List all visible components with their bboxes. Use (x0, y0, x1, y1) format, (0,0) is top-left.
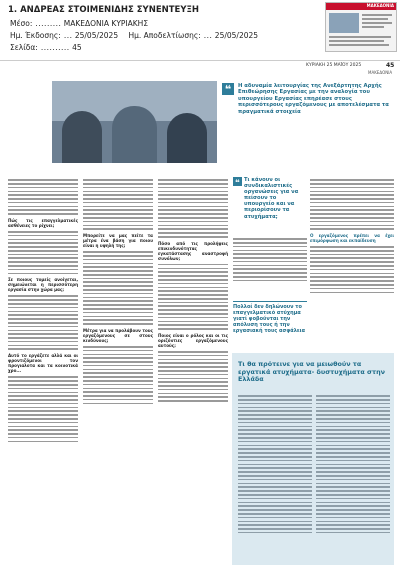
sidebar-column-1 (238, 393, 312, 536)
column-2-question-2: Μέτρα για να προλάβουν τους εργαζόμενους σε στους κινδύνους; (83, 327, 153, 343)
union-question-text: Τι κάνουν οι συνδικαλιστικές οργανώσεις για να πείσουν το υπουργείο και να περιορίσουν τα ατυχήματα; (244, 177, 299, 220)
dates-row: Ημ. Έκδοσης: ... 25/05/2025 Ημ. Αποδελτίωσης: ... 25/05/2025 (10, 31, 259, 40)
column-3-question-1: Πόσο από τις προλήψεις επικινδυνότητας εγκατάστασης αναστροφή συνόλων; (158, 240, 228, 261)
media-value: ΜΑΚΕΔΟΝΙΑ ΚΥΡΙΑΚΗΣ (63, 19, 149, 28)
training-subheading: Ο εργαζόμενος πρέπει να έχει επιμόρφωση και εκπαίδευση (310, 232, 394, 244)
newspaper-thumbnail[interactable] (325, 2, 397, 52)
article-column-5 (310, 177, 394, 347)
clipping-header (0, 0, 400, 60)
newspaper-page-number: 45 (386, 62, 395, 69)
clip-date-label: Ημ. Αποδελτίωσης: (128, 31, 201, 40)
article-lead: Η αδυναμία λειτουργίας της Ανεξάρτητης Αρχής Επιθεώρησης Εργασίας με την αναλογία του υπουργείου Εργασίας επηρέασε στους περισσότερους εργαζόμενους με αποτελέσματα τα πραγματικά στοιχεία (238, 83, 389, 115)
article-page (0, 60, 400, 569)
sidebar-column-2 (316, 393, 390, 536)
article-column-1 (8, 177, 78, 444)
media-label: Μέσο: (10, 19, 33, 28)
article-photo (52, 81, 217, 163)
article-column-3 (158, 177, 228, 404)
column-2-question-1: Μπορείτε να μας πείτε τα μέτρα ένα βάση για ποιου είναι η υψηλή της; (83, 232, 153, 249)
page-value: 45 (72, 43, 82, 52)
page-label: Σελίδα: (10, 43, 38, 52)
media-row: Μέσο: ......... ΜΑΚΕΔΟΝΙΑ ΚΥΡΙΑΚΗΣ (10, 19, 149, 28)
issue-date-value: 25/05/2025 (74, 31, 119, 40)
article-column-2 (83, 177, 153, 406)
clip-date-value: 25/05/2025 (214, 31, 259, 40)
sidebar-title: Τι θα πρότεινε για να μειωθούν τα εργατικά ατυχήματα- δυστυχήματα στην Ελλάδα (238, 360, 385, 384)
quote-icon: ❝ (222, 83, 234, 95)
newspaper-section: ΜΑΚΕΔΟΝΙΑ (368, 70, 393, 75)
union-question-box (233, 177, 307, 233)
clipping-title: 1. ΑΝΔΡΕΑΣ ΣΤΟΙΜΕΝΙΔΗΣ ΣΥΝΕΝΤΕΥΞΗ (8, 5, 199, 15)
edition-date: ΚΥΡΙΑΚΗ 25 ΜΑΪΟΥ 2025 (306, 63, 362, 68)
thumbnail-photo (329, 13, 359, 33)
column-3-question-2: Ποιος είναι ο ρόλος και οι τις οριζόντιες εργαζόμενους αυτούς; (158, 332, 228, 348)
thumbnail-masthead: ΜΑΚΕΔΟΝΙΑ (366, 3, 394, 8)
column-1-question-1: Πώς τις επαγγελματικές ασθένειες το ρίχνει; (8, 217, 78, 228)
column-1-question-2: Σε ποιους τομείς ανοίγεται, σημειώνεται η περισσότερη εργασία στην χώρα μας; (8, 277, 78, 293)
column-1-question-3: Αυτό το εργάζετε αλλά και οι φροντιζόμενοι τον προγιαλοτα και τα κοινοτικά χρο... (8, 353, 78, 374)
proposals-sidebar (232, 353, 394, 565)
issue-date-label: Ημ. Έκδοσης: (10, 31, 61, 40)
article-column-4 (233, 236, 307, 284)
pull-quote: Πολλοί δεν δηλώνουν το επαγγελματικό ατύχημα γιατί φοβούνται την απόλυση τους ή την εργασιακή τους ασφάλεια (233, 301, 307, 334)
question-quote-icon: ❝ (233, 177, 242, 186)
page-row: Σελίδα: .......... 45 (10, 43, 82, 52)
